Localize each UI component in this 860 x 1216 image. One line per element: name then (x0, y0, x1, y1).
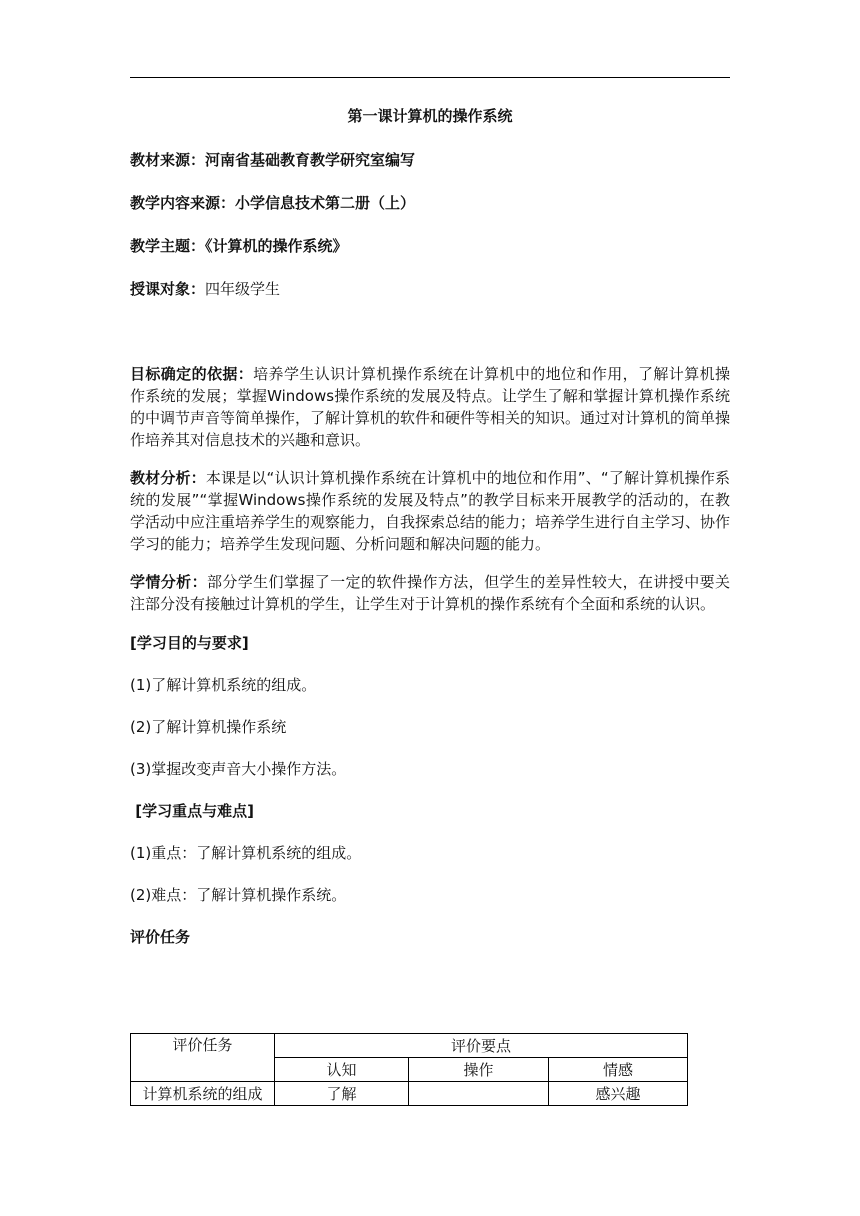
meta-content-source (130, 191, 730, 215)
goals-heading: [学习目的与要求] (130, 634, 249, 652)
eval-heading: 评价任务 (130, 928, 191, 946)
paragraph-student-analysis (130, 571, 730, 615)
header-points: 评价要点 (275, 1034, 688, 1058)
subheader-cognition: 认知 (275, 1058, 409, 1082)
meta-audience (130, 277, 730, 301)
paragraph-material-analysis (130, 467, 730, 555)
meta-label: 教学主题： (130, 237, 206, 255)
header-rule (130, 77, 730, 78)
meta-value: 四年级学生 (205, 280, 281, 298)
paragraph-text: 培养学生认识计算机操作系统在计算机中的地位和作用，了解计算机操作系统的发展；掌握Windows操作系统的发展及特点。让学生了解和掌握计算机操作系统的中调节声音等简单操作，了解计算机的软件和硬件等相关的知识。通过对计算机的简单操作培养其对信息技术的兴趣和意识。 (130, 365, 731, 449)
meta-label: 授课对象： (130, 280, 206, 298)
meta-theme (130, 234, 730, 258)
document-body (130, 104, 730, 967)
paragraph-text: 部分学生们掌握了一定的软件操作方法，但学生的差异性较大，在讲授中要关注部分没有接触过计算机的学生，让学生对于计算机的操作系统有个全面和系统的认识。 (130, 573, 730, 613)
meta-source (130, 148, 730, 172)
cell-task: 计算机系统的组成 (131, 1082, 275, 1106)
goal-item: (1)了解计算机系统的组成。 (130, 676, 317, 694)
cell-operation (409, 1082, 549, 1106)
cell-cognition: 了解 (275, 1082, 409, 1106)
meta-value: 小学信息技术第二册（上） (235, 194, 416, 212)
keypoint-item: (2)难点：了解计算机操作系统。 (130, 886, 347, 904)
goal-item: (2)了解计算机操作系统 (130, 718, 287, 736)
paragraph-text: 本课是以“认识计算机操作系统在计算机中的地位和作用”、“了解计算机操作系统的发展”“掌握Windows操作系统的发展及特点”的教学目标来开展教学的活动的，在教学活动中应注重培养学生的观察能力，自我探索总结的能力；培养学生进行自主学习、协作学习的能力；培养学生发现问题、分析问题和解决问题的能力。 (130, 469, 731, 553)
header-task: 评价任务 (131, 1034, 275, 1082)
subheader-operation: 操作 (409, 1058, 549, 1082)
meta-label: 教学内容来源： (130, 194, 236, 212)
subheader-emotion: 情感 (549, 1058, 688, 1082)
paragraph-label: 教材分析： (130, 469, 206, 487)
table-header-row (131, 1034, 688, 1058)
meta-value: 《计算机的操作系统》 (205, 237, 348, 255)
keypoints-heading: [学习重点与难点] (130, 802, 254, 820)
goal-item: (3)掌握改变声音大小操作方法。 (130, 760, 347, 778)
paragraph-objective-basis (130, 363, 730, 451)
evaluation-table (130, 1033, 688, 1106)
cell-emotion: 感兴趣 (549, 1082, 688, 1106)
paragraph-label: 目标确定的依据： (130, 365, 254, 383)
paragraph-label: 学情分析： (130, 573, 207, 591)
meta-label: 教材来源： (130, 151, 206, 169)
document-title: 第一课计算机的操作系统 (347, 107, 513, 125)
table-row (131, 1082, 688, 1106)
blank-space (130, 320, 730, 363)
meta-value: 河南省基础教育教学研究室编写 (205, 151, 416, 169)
keypoint-item: (1)重点：了解计算机系统的组成。 (130, 844, 362, 862)
